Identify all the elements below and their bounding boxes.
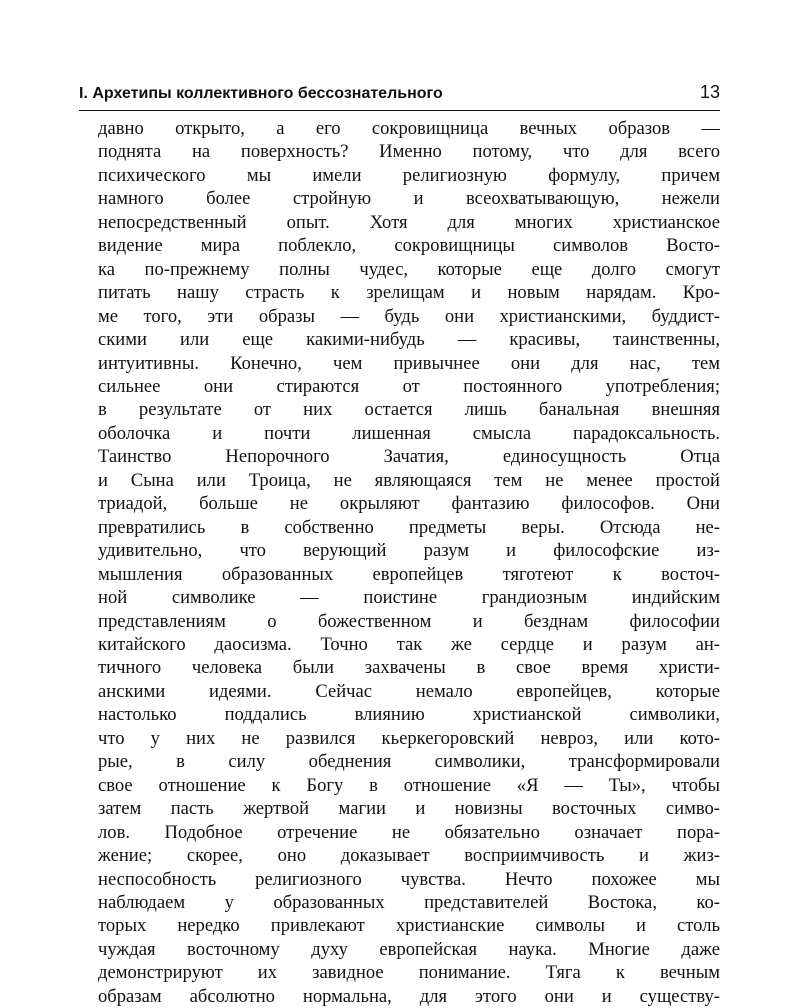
text-line: настолько поддались влиянию христианской символики,: [98, 704, 720, 726]
text-line: свое отношение к Богу в отношение «Я — Ты», чтобы: [98, 774, 720, 796]
text-line: рые, в силу обеднения символики, трансформировали: [98, 751, 720, 773]
text-line: лов. Подобное отречение не обязательно означает пора-: [98, 821, 720, 843]
text-line: тичного человека были захвачены в свое время христи-: [98, 657, 720, 679]
chapter-title: I. Архетипы коллективного бессознательного: [79, 85, 443, 102]
text-line: ной символике — поистине грандиозным индийским: [98, 587, 720, 609]
running-header: [79, 84, 720, 106]
text-line: видение мира поблекло, сокровищницы символов Восто-: [98, 235, 720, 257]
text-line: поднята на поверхность? Именно потому, что для всего: [98, 141, 720, 163]
text-line: и Сына или Троица, не являющаяся тем не менее простой: [98, 469, 720, 491]
page-number: 13: [699, 82, 720, 102]
text-line: интуитивны. Конечно, чем привычнее они для нас, тем: [98, 352, 720, 374]
text-line: чуждая восточному духу европейская наука. Многие даже: [98, 938, 720, 960]
text-line: затем пасть жертвой магии и новизны восточных симво-: [98, 798, 720, 820]
text-line: представлениям о божественном и безднам философии: [98, 610, 720, 632]
text-line: в результате от них остается лишь банальная внешняя: [98, 399, 720, 421]
text-line: что у них не развился кьеркегоровский невроз, или кото-: [98, 727, 720, 749]
text-line: китайского даосизма. Точно так же сердце и разум ан-: [98, 633, 720, 655]
text-line: неспособность религиозного чувства. Нечто похожее мы: [98, 868, 720, 890]
book-page: [79, 84, 720, 1008]
text-line: образам абсолютно нормальна, для этого они и существу-: [98, 985, 720, 1007]
text-line: демонстрируют их завидное понимание. Тяга к вечным: [98, 962, 720, 984]
text-line: Таинство Непорочного Зачатия, единосущность Отца: [98, 446, 720, 468]
text-line: сильнее они стираются от постоянного употребления;: [98, 375, 720, 397]
text-line: удивительно, что верующий разум и философские из-: [98, 540, 720, 562]
text-line: мышления образованных европейцев тяготеют к восточ-: [98, 563, 720, 585]
text-line: ме того, эти образы — будь они христианскими, буддист-: [98, 305, 720, 327]
header-rule: [79, 110, 720, 111]
text-line: оболочка и почти лишенная смысла парадоксальность.: [98, 422, 720, 444]
text-line: триадой, больше не окрыляют фантазию философов. Они: [98, 493, 720, 515]
text-line: жение; скорее, оно доказывает восприимчивость и жиз-: [98, 845, 720, 867]
text-line: скими или еще какими-нибудь — красивы, таинственны,: [98, 329, 720, 351]
text-line: ка по-прежнему полны чудес, которые еще долго смогут: [98, 258, 720, 280]
body-text: [98, 117, 720, 1008]
text-line: наблюдаем у образованных представителей Востока, ко-: [98, 891, 720, 913]
text-line: давно открыто, а его сокровищница вечных образов —: [98, 118, 720, 139]
text-line: психического мы имели религиозную формулу, причем: [98, 164, 720, 186]
text-line: торых нередко привлекают христианские символы и столь: [98, 915, 720, 937]
text-line: намного более стройную и всеохватывающую, нежели: [98, 188, 720, 210]
text-line: анскими идеями. Сейчас немало европейцев, которые: [98, 680, 720, 702]
text-line: непосредственный опыт. Хотя для многих христианское: [98, 211, 720, 233]
text-line: питать нашу страсть к зрелищам и новым нарядам. Кро-: [98, 282, 720, 304]
text-line: превратились в собственно предметы веры. Отсюда не-: [98, 516, 720, 538]
